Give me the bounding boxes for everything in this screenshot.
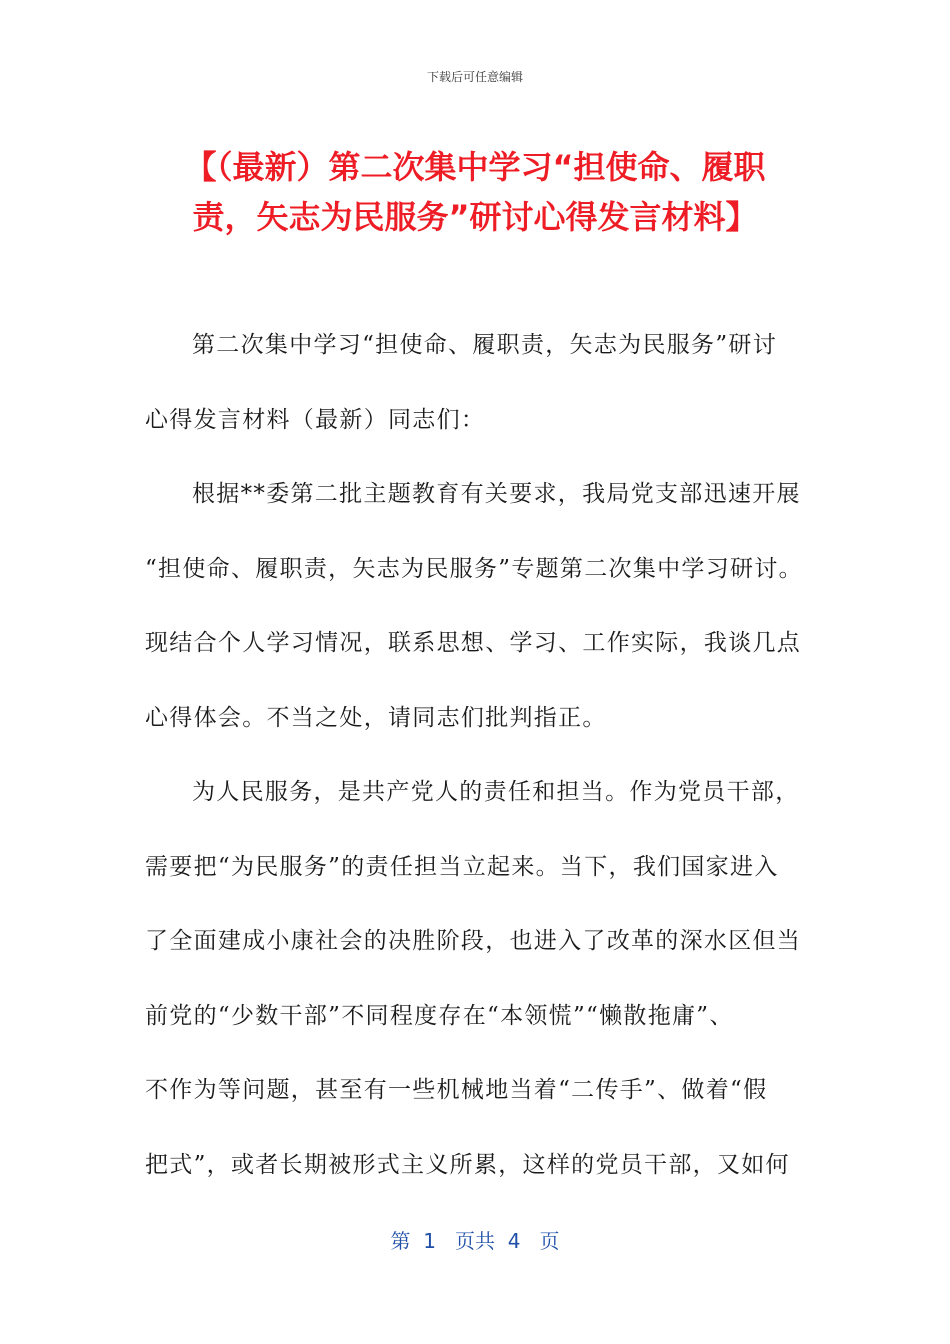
body-line: 第二次集中学习“担使命、履职责，矢志为民服务”研讨: [192, 332, 778, 358]
title-line-2: 责，矢志为民服务”研讨心得发言材料】: [192, 198, 758, 236]
body-line: 心得体会。不当之处，请同志们批判指正。: [145, 704, 607, 731]
document-body: [145, 320, 803, 1214]
body-line: 心得发言材料（最新）同志们：: [145, 406, 486, 433]
header-note: 下载后可任意编辑: [426, 70, 523, 84]
document-title: [120, 142, 830, 242]
body-line: 为人民服务，是共产党人的责任和担当。作为党员干部，: [192, 779, 800, 805]
body-line: 现结合个人学习情况，联系思想、学习、工作实际，我谈几点: [145, 630, 802, 656]
body-line: 了全面建成小康社会的决胜阶段，也进入了改革的深水区但当: [145, 928, 802, 954]
body-line: 前党的“少数干部”不同程度存在“本领慌”“懒散拖庸”、: [145, 1002, 734, 1029]
title-line-1: 【（最新）第二次集中学习“担使命、履职: [184, 148, 766, 186]
body-line: 不作为等问题，甚至有一些机械地当着“二传手”、做着“假: [145, 1077, 768, 1103]
page-footer: 第 1 页共 4 页: [390, 1229, 560, 1253]
body-line: “担使命、履职责，矢志为民服务”专题第二次集中学习研讨。: [145, 555, 803, 582]
body-line: 把式”，或者长期被形式主义所累，这样的党员干部，又如何: [145, 1151, 790, 1178]
body-line: 根据**委第二批主题教育有关要求，我局党支部迅速开展: [192, 481, 801, 507]
body-line: 需要把“为民服务”的责任担当立起来。当下，我们国家进入: [145, 853, 779, 880]
